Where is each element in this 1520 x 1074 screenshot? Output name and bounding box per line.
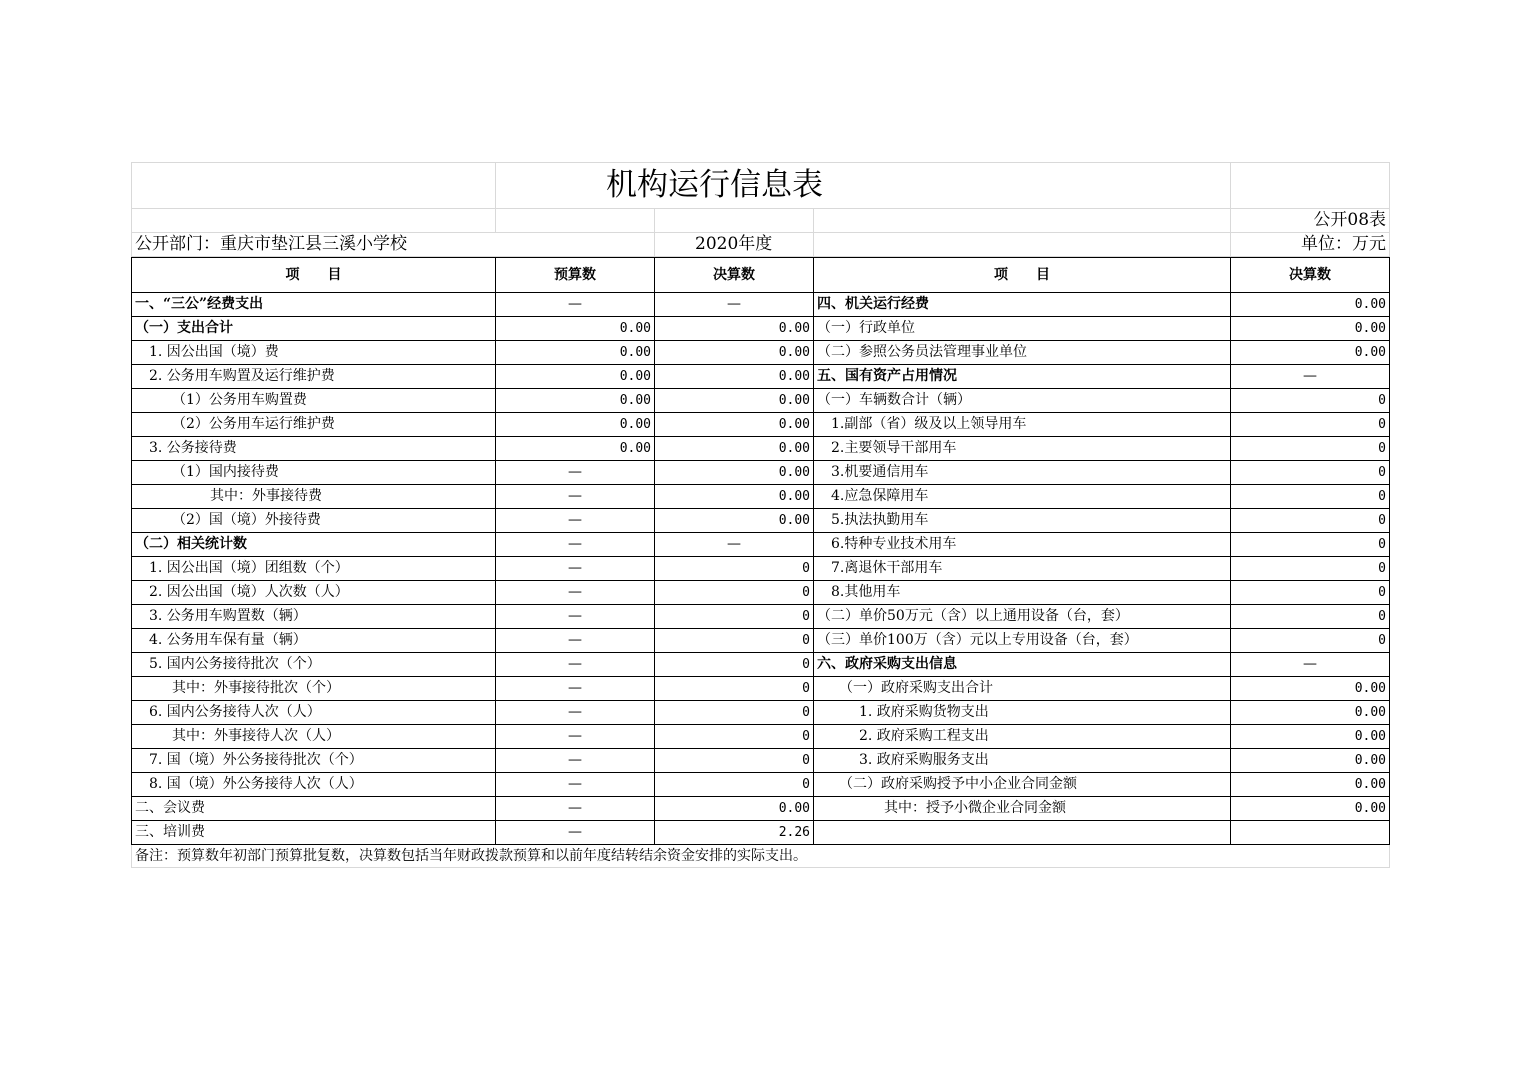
row-final: 0.00 — [655, 485, 814, 509]
row-budget: — — [496, 605, 655, 629]
table-row — [132, 437, 1390, 461]
row-final: 0 — [655, 629, 814, 653]
row-item-right: 3.机要通信用车 — [814, 461, 1231, 485]
row-final: — — [655, 533, 814, 557]
table-row — [132, 773, 1390, 797]
row-final-right: 0.00 — [1231, 701, 1390, 725]
row-item-right: 4.应急保障用车 — [814, 485, 1231, 509]
row-final-right: 0 — [1231, 485, 1390, 509]
row-item-right: 四、机关运行经费 — [814, 293, 1231, 317]
row-final-right: 0.00 — [1231, 725, 1390, 749]
row-final: 0.00 — [655, 389, 814, 413]
row-budget: 0.00 — [496, 437, 655, 461]
table-row — [132, 317, 1390, 341]
table-row — [132, 821, 1390, 845]
row-item-left: （2）公务用车运行维护费 — [132, 413, 496, 437]
row-final: 0.00 — [655, 509, 814, 533]
row-final: 0.00 — [655, 437, 814, 461]
row-budget: 0.00 — [496, 389, 655, 413]
row-final: 2.26 — [655, 821, 814, 845]
row-item-left: 1. 因公出国（境）团组数（个） — [132, 557, 496, 581]
row-item-left: 6. 国内公务接待人次（人） — [132, 701, 496, 725]
row-item-left: 3. 公务接待费 — [132, 437, 496, 461]
row-item-left: 2. 因公出国（境）人次数（人） — [132, 581, 496, 605]
row-final: 0.00 — [655, 341, 814, 365]
table-row — [132, 533, 1390, 557]
row-item-left: （二）相关统计数 — [132, 533, 496, 557]
row-budget: 0.00 — [496, 365, 655, 389]
row-item-left: （1）国内接待费 — [132, 461, 496, 485]
row-budget: 0.00 — [496, 341, 655, 365]
row-final: 0 — [655, 605, 814, 629]
row-item-right: （二）单价50万元（含）以上通用设备（台，套） — [814, 605, 1231, 629]
footnote: 备注：预算数年初部门预算批复数，决算数包括当年财政拨款预算和以前年度结转结余资金安排的实际支出。 — [132, 845, 1390, 868]
row-final: 0 — [655, 749, 814, 773]
row-final: 0.00 — [655, 413, 814, 437]
row-item-right: （一）车辆数合计（辆） — [814, 389, 1231, 413]
table-row — [132, 629, 1390, 653]
row-budget: — — [496, 773, 655, 797]
row-final-right: 0 — [1231, 557, 1390, 581]
row-final-right: 0 — [1231, 581, 1390, 605]
data-table — [131, 257, 1390, 868]
row-item-right: 5.执法执勤用车 — [814, 509, 1231, 533]
row-budget: — — [496, 461, 655, 485]
table-row — [132, 653, 1390, 677]
row-item-right: 8.其他用车 — [814, 581, 1231, 605]
row-final-right: 0.00 — [1231, 749, 1390, 773]
row-budget: 0.00 — [496, 413, 655, 437]
table-row — [132, 389, 1390, 413]
report-sheet — [131, 162, 1389, 868]
row-final: 0 — [655, 701, 814, 725]
row-final: 0.00 — [655, 797, 814, 821]
page-title: 机构运行信息表 — [496, 163, 1231, 209]
table-row — [132, 701, 1390, 725]
header-budget: 预算数 — [496, 258, 655, 293]
row-item-right — [814, 821, 1231, 845]
row-final: — — [655, 293, 814, 317]
row-item-left: 4. 公务用车保有量（辆） — [132, 629, 496, 653]
row-final-right: 0.00 — [1231, 797, 1390, 821]
row-final: 0 — [655, 581, 814, 605]
row-final-right: 0 — [1231, 413, 1390, 437]
row-final: 0.00 — [655, 365, 814, 389]
row-final: 0 — [655, 653, 814, 677]
table-row — [132, 461, 1390, 485]
header-final: 决算数 — [655, 258, 814, 293]
table-row — [132, 725, 1390, 749]
row-final-right: 0 — [1231, 605, 1390, 629]
row-item-right: （二）政府采购授予中小企业合同金额 — [814, 773, 1231, 797]
row-item-left: 其中：外事接待批次（个） — [132, 677, 496, 701]
row-final: 0 — [655, 725, 814, 749]
row-item-left: 3. 公务用车购置数（辆） — [132, 605, 496, 629]
row-final: 0 — [655, 773, 814, 797]
row-final-right: 0.00 — [1231, 293, 1390, 317]
header-item-right: 项 目 — [814, 258, 1231, 293]
row-item-left: 其中：外事接待费 — [132, 485, 496, 509]
row-item-right: 2.主要领导干部用车 — [814, 437, 1231, 461]
row-final-right: 0 — [1231, 533, 1390, 557]
row-budget: — — [496, 557, 655, 581]
table-row — [132, 557, 1390, 581]
table-body — [132, 293, 1390, 845]
row-budget: — — [496, 725, 655, 749]
row-item-left: 三、培训费 — [132, 821, 496, 845]
row-item-left: （1）公务用车购置费 — [132, 389, 496, 413]
table-row — [132, 365, 1390, 389]
row-item-right: 其中：授予小微企业合同金额 — [814, 797, 1231, 821]
row-item-left: 8. 国（境）外公务接待人次（人） — [132, 773, 496, 797]
row-final: 0 — [655, 677, 814, 701]
row-budget: — — [496, 821, 655, 845]
table-row — [132, 749, 1390, 773]
row-final-right: 0.00 — [1231, 341, 1390, 365]
row-final-right: 0.00 — [1231, 773, 1390, 797]
row-item-left: 二、会议费 — [132, 797, 496, 821]
row-item-left: （2）国（境）外接待费 — [132, 509, 496, 533]
row-item-left: 7. 国（境）外公务接待批次（个） — [132, 749, 496, 773]
row-item-left: 1. 因公出国（境）费 — [132, 341, 496, 365]
year-label: 2020年度 — [655, 233, 814, 257]
table-row — [132, 605, 1390, 629]
row-final: 0 — [655, 557, 814, 581]
row-item-left: 其中：外事接待人次（人） — [132, 725, 496, 749]
row-item-right: （一）行政单位 — [814, 317, 1231, 341]
row-item-right: （二）参照公务员法管理事业单位 — [814, 341, 1231, 365]
table-row — [132, 509, 1390, 533]
table-row — [132, 677, 1390, 701]
table-row — [132, 413, 1390, 437]
column-headers — [132, 258, 1390, 293]
row-budget: — — [496, 485, 655, 509]
row-item-right: 六、政府采购支出信息 — [814, 653, 1231, 677]
row-final-right: 0 — [1231, 461, 1390, 485]
row-item-left: （一）支出合计 — [132, 317, 496, 341]
table-row — [132, 341, 1390, 365]
row-budget: 0.00 — [496, 317, 655, 341]
row-item-right: 1.副部（省）级及以上领导用车 — [814, 413, 1231, 437]
row-budget: — — [496, 653, 655, 677]
row-item-right: 6.特种专业技术用车 — [814, 533, 1231, 557]
row-item-right: 7.离退休干部用车 — [814, 557, 1231, 581]
row-budget: — — [496, 677, 655, 701]
row-item-right: 1. 政府采购货物支出 — [814, 701, 1231, 725]
department-label: 公开部门：重庆市垫江县三溪小学校 — [132, 233, 655, 257]
row-budget: — — [496, 533, 655, 557]
table-row — [132, 581, 1390, 605]
header-item-left: 项 目 — [132, 258, 496, 293]
row-budget: — — [496, 749, 655, 773]
row-final-right: 0.00 — [1231, 677, 1390, 701]
row-final: 0.00 — [655, 317, 814, 341]
row-item-left: 2. 公务用车购置及运行维护费 — [132, 365, 496, 389]
row-item-left: 一、“三公”经费支出 — [132, 293, 496, 317]
row-budget: — — [496, 629, 655, 653]
table-code: 公开08表 — [1231, 209, 1390, 233]
row-budget: — — [496, 581, 655, 605]
header-final-right: 决算数 — [1231, 258, 1390, 293]
row-final-right: 0.00 — [1231, 317, 1390, 341]
row-final-right: — — [1231, 653, 1390, 677]
row-final-right: — — [1231, 365, 1390, 389]
unit-label: 单位：万元 — [1231, 233, 1390, 257]
row-item-right: 2. 政府采购工程支出 — [814, 725, 1231, 749]
row-final-right: 0 — [1231, 389, 1390, 413]
row-item-right: （一）政府采购支出合计 — [814, 677, 1231, 701]
row-item-left: 5. 国内公务接待批次（个） — [132, 653, 496, 677]
table-row — [132, 485, 1390, 509]
row-item-right: 五、国有资产占用情况 — [814, 365, 1231, 389]
row-final-right: 0 — [1231, 509, 1390, 533]
row-budget: — — [496, 293, 655, 317]
row-budget: — — [496, 701, 655, 725]
header-table — [131, 162, 1390, 257]
table-row — [132, 797, 1390, 821]
row-budget: — — [496, 797, 655, 821]
row-item-right: （三）单价100万（含）元以上专用设备（台，套） — [814, 629, 1231, 653]
row-item-right: 3. 政府采购服务支出 — [814, 749, 1231, 773]
table-row — [132, 293, 1390, 317]
row-final: 0.00 — [655, 461, 814, 485]
row-final-right — [1231, 821, 1390, 845]
row-budget: — — [496, 509, 655, 533]
row-final-right: 0 — [1231, 437, 1390, 461]
row-final-right: 0 — [1231, 629, 1390, 653]
